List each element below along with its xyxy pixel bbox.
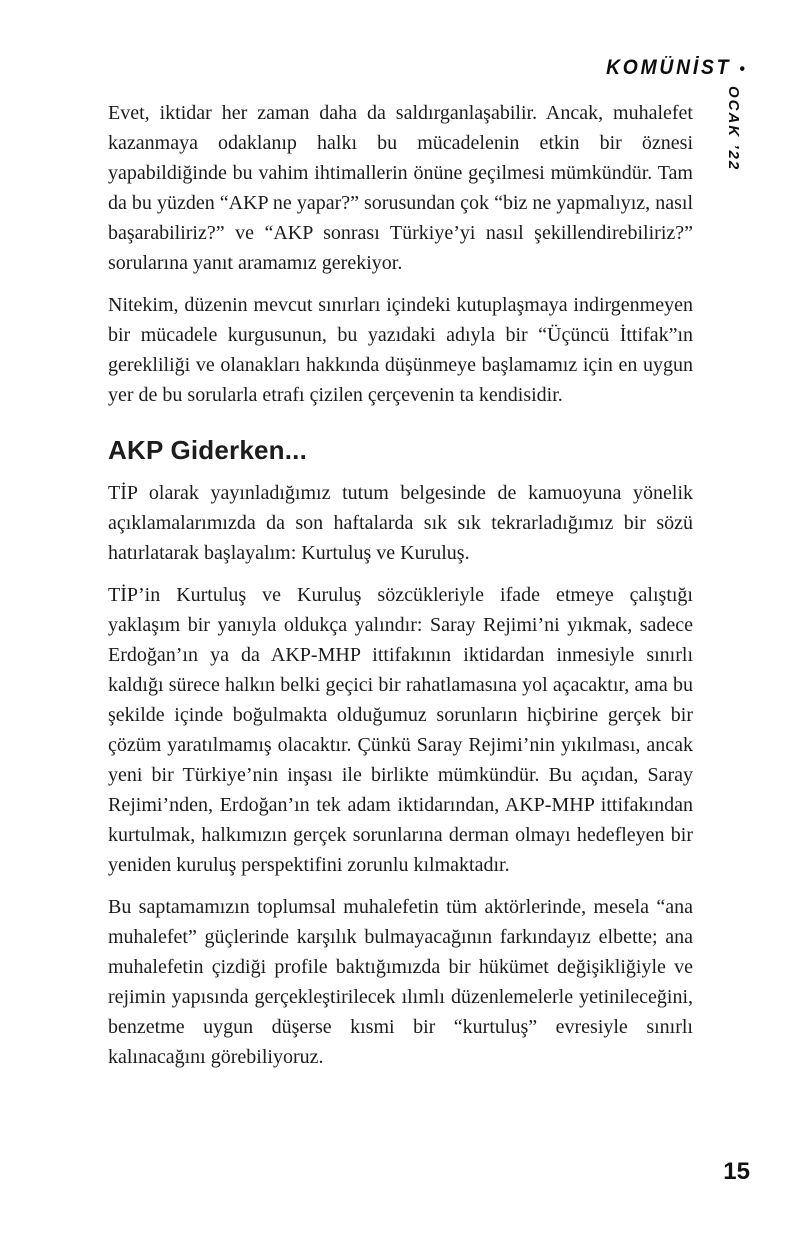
masthead-bullet-icon: • (739, 58, 745, 78)
page-number: 15 (723, 1158, 750, 1185)
intro-paragraph-1: Evet, iktidar her zaman daha da saldırganlaşabilir. Ancak, muhalefet kazanmaya odaklanıp halkı bu mücadelenin etkin bir öznesi yapabildiğinde bu vahim ihtimallerin önüne geçilmesi mümkündür. Tam da bu yüzden “AKP ne yapar?” sorusundan çok “biz ne yapmalıyız, nasıl başarabiliriz?” ve “AKP sonrası Türkiye’yi nasıl şekillendirebiliriz?” sorularına yanıt aramamız gerekiyor. (108, 102, 693, 274)
issue-date-label: OCAK ’22 (725, 86, 742, 172)
section-paragraph-1: TİP olarak yayınladığımız tutum belgesinde de kamuoyuna yönelik açıklamalarımızda da son haftalarda sık sık tekrarladığımız bir sözü hatırlatarak başlayalım: Kurtuluş ve Kuruluş. (108, 482, 693, 564)
section-paragraph-3: Bu saptamamızın toplumsal muhalefetin tüm aktörlerinde, mesela “ana muhalefet” güçlerinde karşılık bulmayacağının farkındayız elbette; ana muhalefetin çizdiği profile baktığımızda bir hükümet değişikliğiyle ve rejimin yapısında gerçekleştirilecek ılımlı düzenlemelerle yetinileceğini, benzetme uygun düşerse kısmi bir “kurtuluş” evresiyle sınırlı kalınacağını görebiliyoruz. (108, 896, 693, 1068)
section-paragraph-2: TİP’in Kurtuluş ve Kuruluş sözcükleriyle ifade etmeye çalıştığı yaklaşım bir yanıyla oldukça yalındır: Saray Rejimi’ni yıkmak, sadece Erdoğan’ın ya da AKP-MHP ittifakının iktidardan inmesiyle sınırlı kaldığı sürece halkın belki geçici bir rahatlamasına yol açacaktır, ama bu şekilde içinde boğulmakta olduğumuz sorunların hiçbirine gerçek bir çözüm yaratılmamış olacaktır. Çünkü Saray Rejimi’nin yıkılması, ancak yeni bir Türkiye’nin inşası ile birlikte mümkündür. Bu açıdan, Saray Rejimi’nden, Erdoğan’ın tek adam iktidarından, AKP-MHP ittifakından kurtulmak, halkımızın gerçek sorunlarına derman olmayı hedefleyen bir yeniden kuruluş perspektifini zorunlu kılmaktadır. (108, 584, 693, 876)
article-body (108, 98, 693, 1084)
intro-paragraph-2: Nitekim, düzenin mevcut sınırları içindeki kutuplaşmaya indirgenmeyen bir mücadele kurgusunun, bu yazıdaki adıyla bir “Üçüncü İttifak”ın gerekliliği ve olanakları hakkında düşünmeye başlamamız için en uygun yer de bu sorularla etrafı çizilen çerçevenin ta kendisidir. (108, 294, 693, 406)
masthead (606, 56, 745, 80)
section-heading: AKP Giderken... (108, 435, 308, 465)
masthead-title: KOMÜNİST (606, 56, 732, 79)
